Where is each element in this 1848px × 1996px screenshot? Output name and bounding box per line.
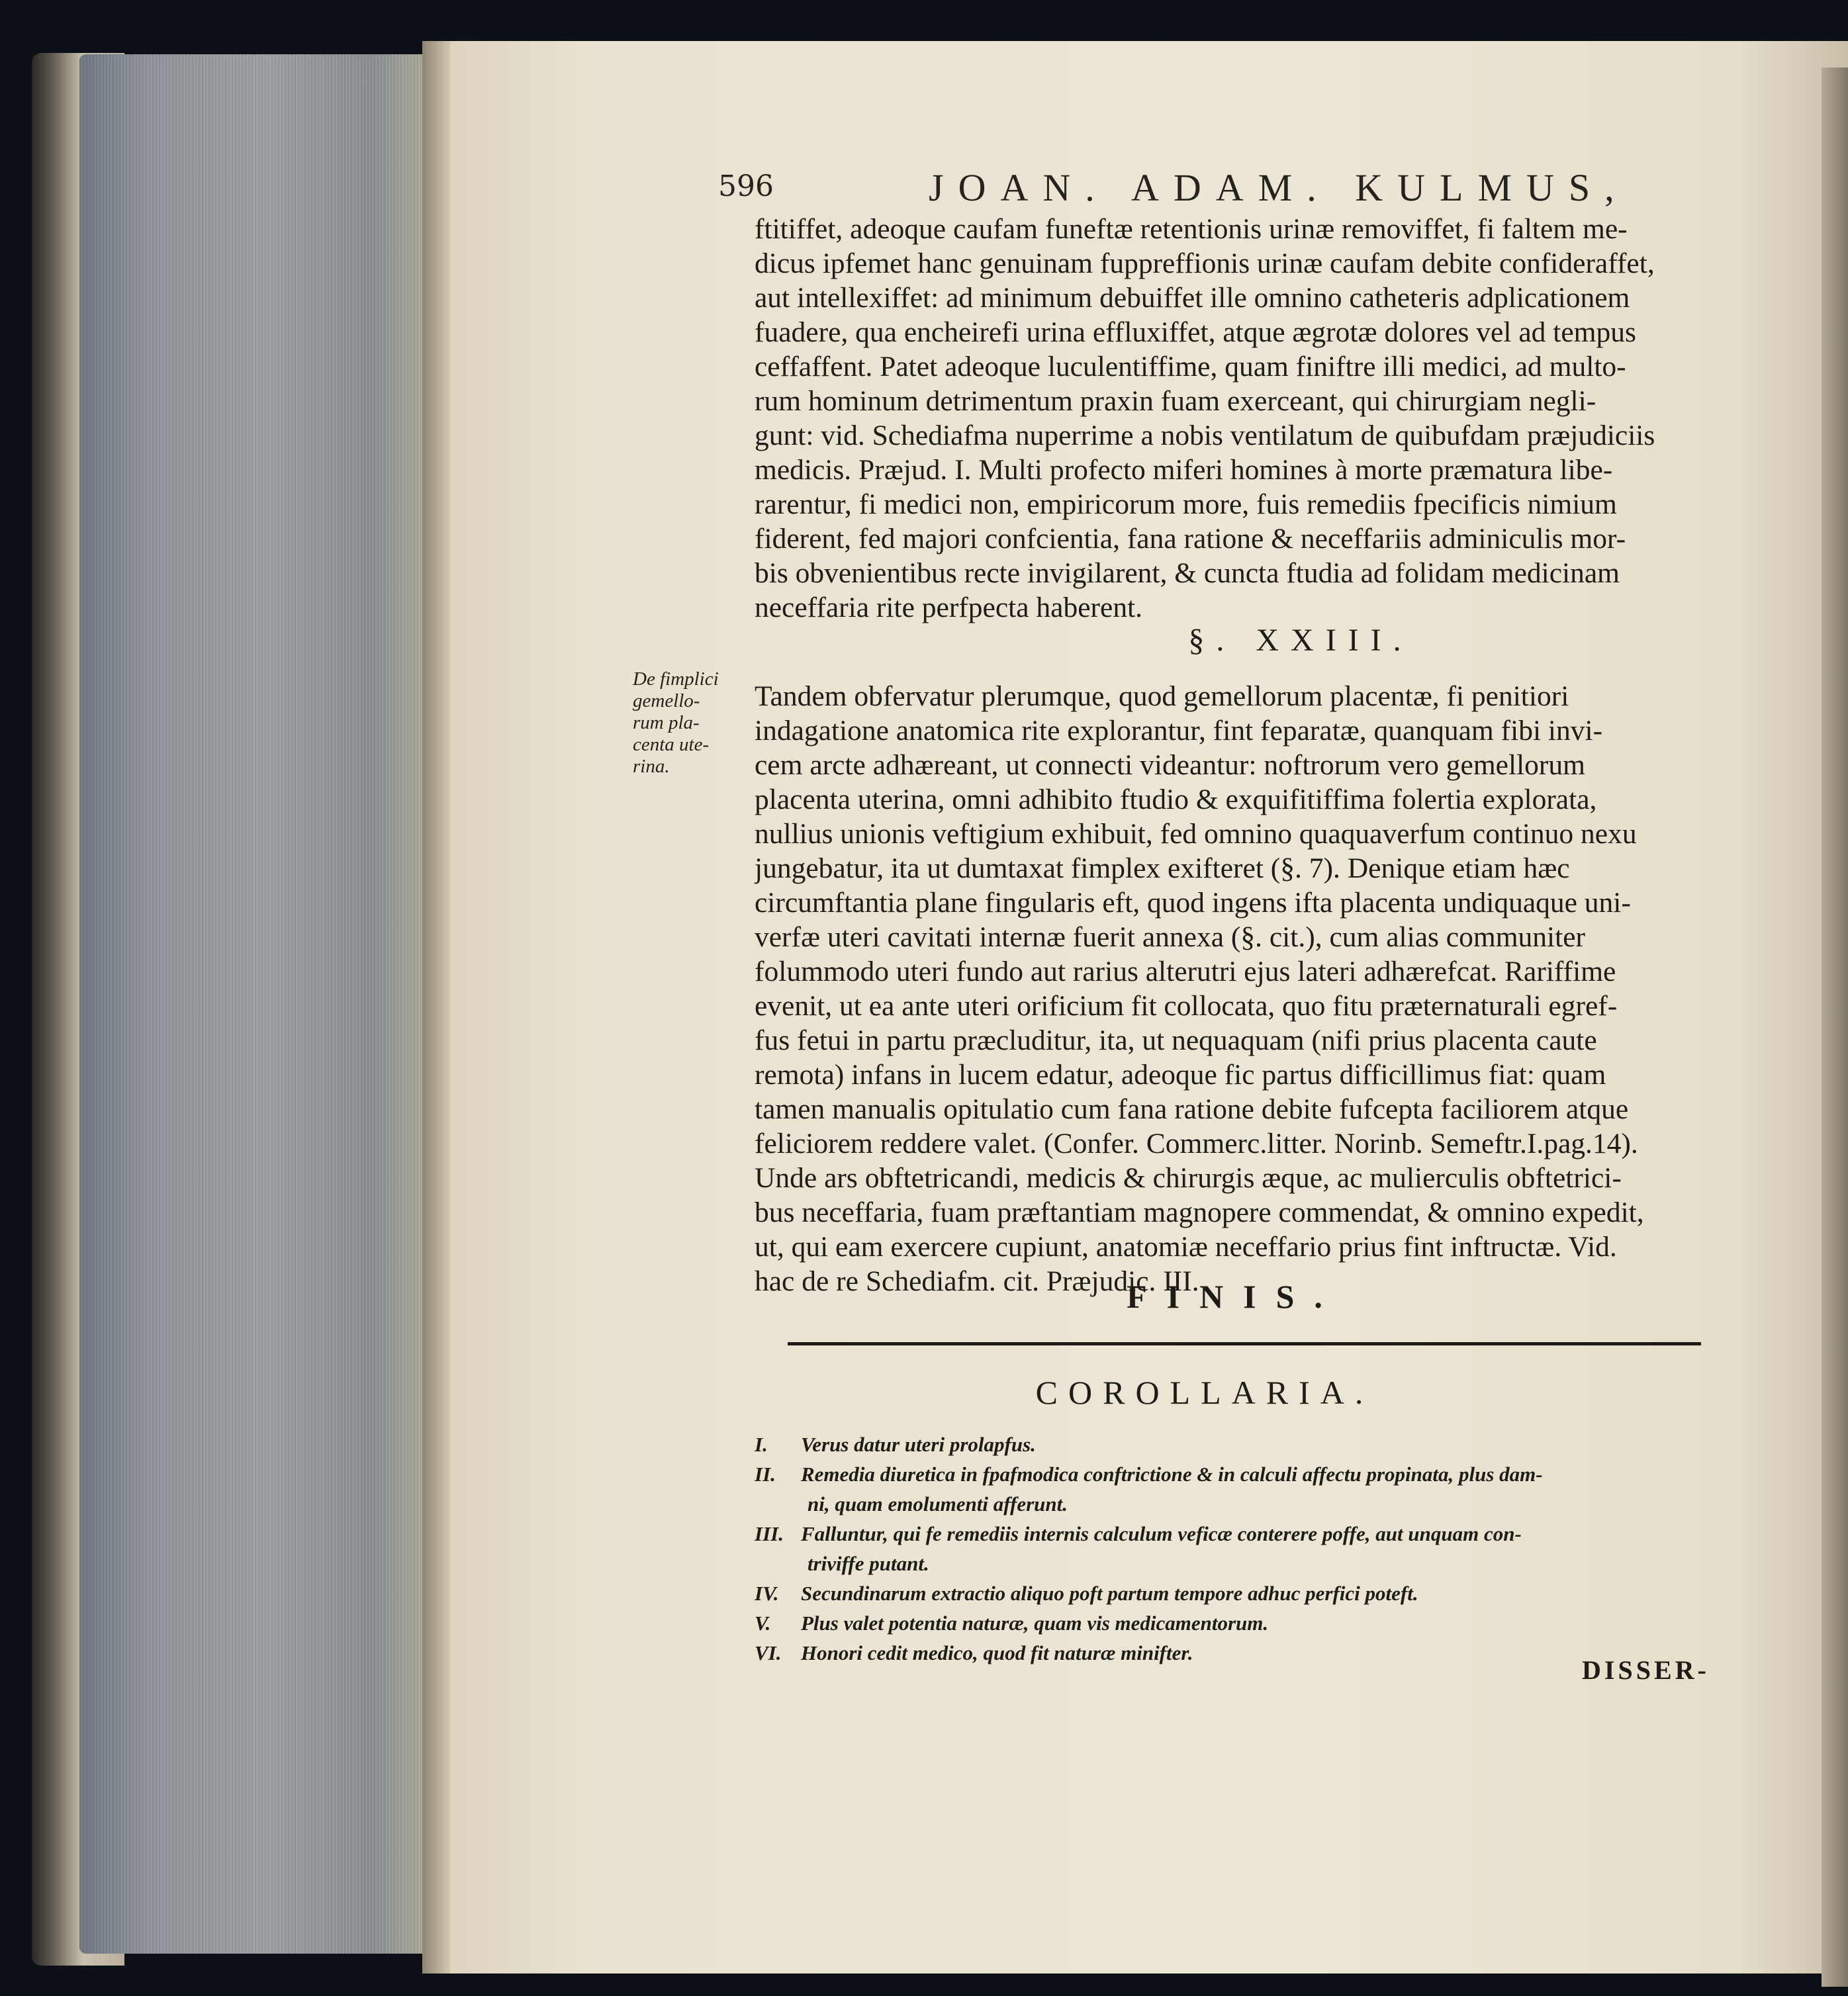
corollary-text: Remedia diuretica in fpafmodica conftrictione & in calculi affectu propinata, plus dam- (801, 1463, 1543, 1486)
marginal-note (633, 668, 745, 778)
text-line: dicus ipfemet hanc genuinam fuppreffionis urinæ caufam debite confideraffet, (755, 248, 1655, 279)
corollaria-list (755, 1429, 1714, 1668)
section-heading: §. XXIII. (1188, 623, 1413, 658)
corollary-number: VI. (755, 1641, 782, 1664)
marginal-note-line: gemello- (633, 690, 700, 711)
text-line: ut, qui eam exercere cupiunt, anatomiæ neceffario prius fint inftructæ. Vid. (755, 1231, 1617, 1263)
corollary-number: II. (755, 1463, 776, 1486)
corollary-text: Honori cedit medico, quod fit naturæ minifter. (801, 1641, 1193, 1664)
text-line: placenta uterina, omni adhibito ftudio & exquifitiffima folertia explorata, (755, 784, 1597, 815)
paragraph-section-xxiii (755, 679, 1714, 1298)
corollary-item (755, 1519, 1714, 1549)
horizontal-rule (788, 1342, 1701, 1345)
corollaria-title: COROLLARIA. (1035, 1374, 1374, 1411)
corollary-item (755, 1608, 1714, 1638)
text-line: gunt: vid. Schediafma nuperrime a nobis ventilatum de quibufdam præjudiciis (755, 420, 1655, 451)
corollary-number: IV. (755, 1582, 779, 1605)
paragraph-continued (755, 212, 1714, 625)
text-line: hac de re Schediafm. cit. Præjudic. III. (755, 1265, 1199, 1297)
text-line: rarentur, fi medici non, empiricorum more, fuis remediis fpecificis nimium (755, 488, 1617, 520)
corollary-item (755, 1459, 1714, 1489)
marginal-note-line: De fimplici (633, 668, 719, 690)
text-line: bis obvenientibus recte invigilarent, & cuncta ftudia ad folidam medicinam (755, 557, 1620, 589)
text-line: circumftantia plane fingularis eft, quod ingens ifta placenta undiquaque uni- (755, 887, 1631, 919)
text-line: Unde ars obftetricandi, medicis & chirurgis æque, ac mulierculis obftetrici- (755, 1162, 1622, 1194)
corollary-text: Falluntur, qui fe remediis internis calculum veficæ conterere poffe, aut unquam con- (801, 1522, 1522, 1545)
text-line: Tandem obfervatur plerumque, quod gemellorum placentæ, fi penitiori (755, 680, 1569, 712)
corollary-continuation: ni, quam emolumenti afferunt. (808, 1492, 1068, 1516)
running-head (718, 165, 1711, 218)
text-line: aut intellexiffet: ad minimum debuiffet ille omnino catheteris adplicationem (755, 282, 1630, 314)
text-line: indagatione anatomica rite explorantur, fint feparatæ, quanquam fibi invi- (755, 715, 1603, 747)
text-line: nullius unionis veftigium exhibuit, fed omnino quaquaverfum continuo nexu (755, 818, 1637, 850)
corollary-continuation: triviffe putant. (808, 1552, 929, 1575)
text-line: verfæ uteri cavitati internæ fuerit annexa (§. cit.), cum alias communiter (755, 921, 1586, 953)
corollary-text: Secundinarum extractio aliquo poft partum tempore adhuc perfici poteft. (801, 1582, 1418, 1605)
corollary-number: III. (755, 1522, 784, 1545)
text-line: jungebatur, ita ut dumtaxat fimplex exifteret (§. 7). Denique etiam hæc (755, 852, 1570, 884)
running-head-author: JOAN. ADAM. KULMUS, (929, 166, 1629, 209)
text-line: remota) infans in lucem edatur, adeoque fic partus difficillimus fiat: quam (755, 1059, 1606, 1091)
corollary-item (755, 1429, 1714, 1459)
corollary-number: I. (755, 1433, 768, 1456)
finis-heading: FINIS. (1127, 1278, 1342, 1315)
page-right-edge (1822, 68, 1848, 1987)
text-line: neceffaria rite perfpecta haberent. (755, 592, 1143, 623)
corollary-number: V. (755, 1611, 771, 1635)
text-line: folummodo uteri fundo aut rarius alterutri ejus lateri adhærefcat. Rariffime (755, 956, 1616, 987)
text-line: evenit, ut ea ante uteri orificium fit collocata, quo fitu præternaturali egref- (755, 990, 1618, 1022)
text-line: tamen manualis opitulatio cum fana ratione debite fufcepta faciliorem atque (755, 1093, 1629, 1125)
catchword: DISSER- (1582, 1655, 1710, 1685)
text-line: bus neceffaria, fuam præftantiam magnopere commendat, & omnino expedit, (755, 1197, 1644, 1228)
text-line: rum hominum detrimentum praxin fuam exerceant, qui chirurgiam negli- (755, 385, 1596, 417)
corollary-text: Plus valet potentia naturæ, quam vis medicamentorum. (801, 1611, 1269, 1635)
text-line: ftitiffet, adeoque caufam funeftæ retentionis urinæ removiffet, fi faltem me- (755, 213, 1628, 245)
text-line: medicis. Præjud. I. Multi profecto miferi homines à morte præmatura libe- (755, 454, 1613, 486)
marginal-note-line: centa ute- (633, 734, 710, 755)
text-line: fus fetui in partu præcluditur, ita, ut nequaquam (nifi prius placenta caute (755, 1024, 1597, 1056)
text-line: feliciorem reddere valet. (Confer. Commerc.litter. Norinb. Semeftr.I.pag.14). (755, 1128, 1638, 1159)
text-line: ceffaffent. Patet adeoque luculentiffime, quam finiftre illi medici, ad multo- (755, 351, 1626, 383)
page-number: 596 (718, 169, 774, 203)
text-line: fiderent, fed majori confcientia, fana ratione & neceffariis adminiculis mor- (755, 523, 1626, 555)
corollary-item (755, 1578, 1714, 1608)
corollary-item (755, 1638, 1714, 1668)
corollary-text: Verus datur uteri prolapfus. (801, 1433, 1036, 1456)
text-line: fuadere, qua encheirefi urina effluxiffet, atque ægrotæ dolores vel ad tempus (755, 316, 1636, 348)
marginal-note-line: rum pla- (633, 712, 700, 733)
page-block-edge (79, 54, 424, 1954)
text-line: cem arcte adhæreant, ut connecti videantur: noftrorum vero gemellorum (755, 749, 1585, 781)
marginal-note-line: rina. (633, 756, 670, 777)
